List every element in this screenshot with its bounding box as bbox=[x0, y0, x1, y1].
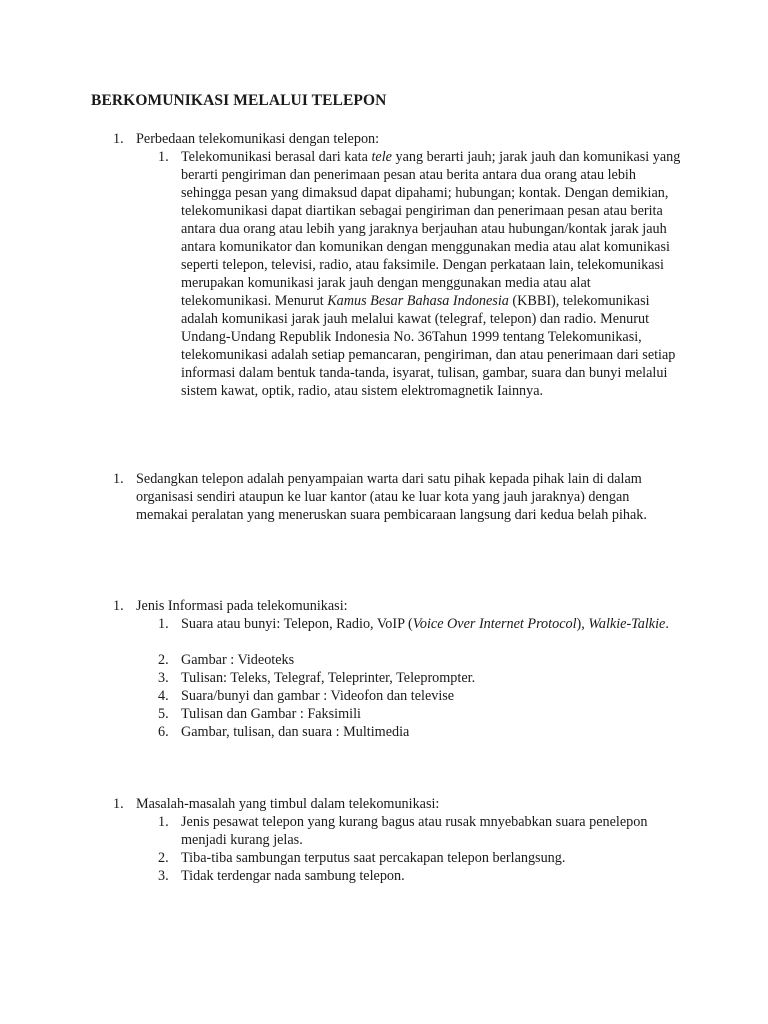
list-number: 2. bbox=[158, 850, 169, 866]
list-item-text: Tulisan dan Gambar : Faksimili bbox=[181, 706, 361, 722]
list-number: 3. bbox=[158, 868, 169, 884]
list-item-text: Tulisan: Teleks, Telegraf, Teleprinter, Teleprompter. bbox=[181, 670, 476, 686]
section-paragraph: Sedangkan telepon adalah penyampaian warta dari satu pihak kepada pihak lain di dalam organisasi sendiri ataupun ke luar kantor (atau ke luar kota yang jauh jaraknya) dengan memakai peralatan yang meneruskan suara pembicaraan langsung dari kedua belah pihak. bbox=[136, 471, 647, 523]
section-heading: Masalah-masalah yang timbul dalam telekomunikasi: bbox=[136, 796, 440, 812]
list-number: 1. bbox=[113, 471, 124, 487]
list-number: 2. bbox=[158, 652, 169, 668]
list-number: 4. bbox=[158, 688, 169, 704]
list-number: 1. bbox=[158, 814, 169, 830]
document-title: BERKOMUNIKASI MELALUI TELEPON bbox=[91, 92, 387, 109]
list-number: 1. bbox=[113, 131, 124, 147]
list-item-text: Gambar, tulisan, dan suara : Multimedia bbox=[181, 724, 410, 740]
list-number: 6. bbox=[158, 724, 169, 740]
list-item-text: Suara/bunyi dan gambar : Videofon dan televise bbox=[181, 688, 455, 704]
section-heading: Perbedaan telekomunikasi dengan telepon: bbox=[136, 131, 380, 147]
list-number: 5. bbox=[158, 706, 169, 722]
list-item-text: Tidak terdengar nada sambung telepon. bbox=[181, 868, 405, 884]
list-item-text: Jenis pesawat telepon yang kurang bagus atau rusak mnyebabkan suara penelepon menjadi kurang jelas. bbox=[181, 814, 648, 848]
list-number: 1. bbox=[158, 616, 169, 632]
list-item-text: Tiba-tiba sambungan terputus saat percakapan telepon berlangsung. bbox=[181, 850, 566, 866]
list-number: 3. bbox=[158, 670, 169, 686]
definition-paragraph: Telekomunikasi berasal dari kata tele yang berarti jauh; jarak jauh dan komunikasi yang berarti pengiriman dan penerimaan pesan atau berita antara dua orang atau lebih sehingga pesan yang dimaksud dapat dipahami; hubungan; kontak. Dengan demikian, telekomunikasi dapat diartikan sebagai pengiriman dan penerimaan pesan atau berita antara dua orang atau lebih yang jaraknya berjauhan atau hubungan/kontak jarak jauh antara komunikator dan komunikan dengan menggunakan media atau alat komunikasi seperti telepon, televisi, radio, atau faksimile. Dengan perkataan lain, telekomunikasi merupakan komunikasi jarak jauh dengan menggunakan media atau alat telekomunikasi. Menurut Kamus Besar Bahasa Indonesia (KBBI), telekomunikasi adalah komunikasi jarak jauh melalui kawat (telegraf, telepon) dan radio. Menurut Undang-Undang Republik Indonesia No. 36Tahun 1999 tentang Telekomunikasi, telekomunikasi adalah setiap pemancaran, pengiriman, dan atau penerimaan dari setiap informasi dalam bentuk tanda-tanda, isyarat, tulisan, gambar, suara dan bunyi melalui sistem kawat, optik, radio, atau sistem elektromagnetik Iainnya. bbox=[181, 149, 681, 399]
list-number: 1. bbox=[113, 796, 124, 812]
list-number: 1. bbox=[158, 149, 169, 165]
list-item-text: Suara atau bunyi: Telepon, Radio, VoIP (Voice Over Internet Protocol), Walkie-Talkie. bbox=[181, 616, 669, 632]
list-item-text: Gambar : Videoteks bbox=[181, 652, 295, 668]
section-heading: Jenis Informasi pada telekomunikasi: bbox=[136, 598, 348, 614]
list-number: 1. bbox=[113, 598, 124, 614]
